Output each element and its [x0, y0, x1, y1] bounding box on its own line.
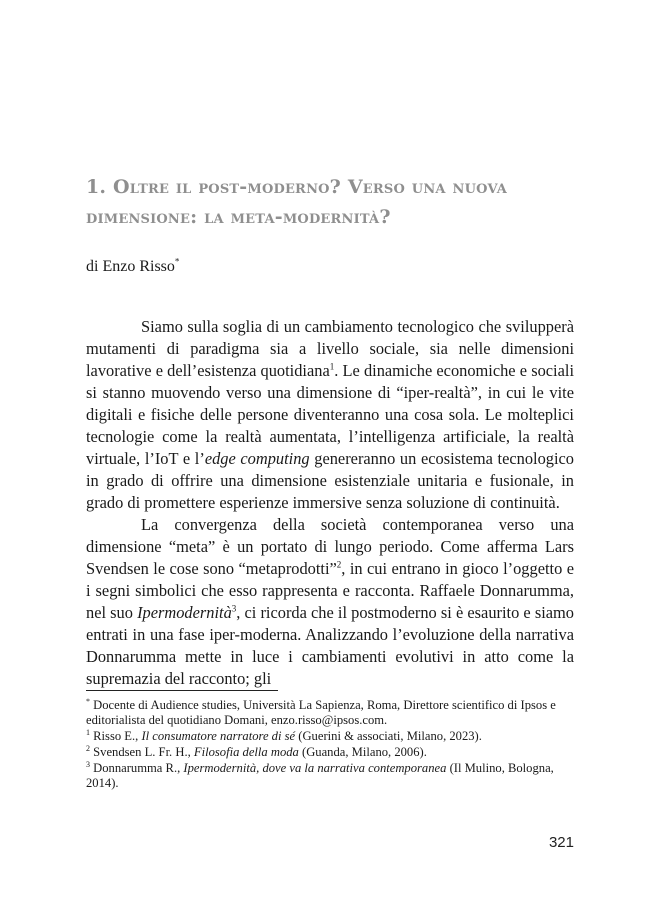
paragraph-text: Siamo sulla soglia di un cambiamento tecnologico che svilupperà mutamenti di paradigma sia a livello sociale, sia nelle dimensioni lavorative e dell’esistenza quotidiana	[86, 317, 574, 380]
paragraph-1	[86, 316, 574, 514]
book-title: Ipermodernità	[137, 603, 232, 622]
page-number: 321	[548, 834, 574, 851]
footnote-author	[86, 698, 574, 728]
paragraph-text: genereranno un ecosistema tecnologico in grado di offrire una dimensione esistenziale unitaria e fusionale, in grado di promettere esperienze immersive senza soluzione di continuità.	[86, 449, 574, 512]
footnote-text: Svendsen L. Fr. H.,	[90, 745, 194, 759]
chapter-title: 1. Oltre il post-moderno? Verso una nuova dimensione: la meta-modernità?	[86, 176, 508, 228]
footnote-ref-1[interactable]: 1	[329, 361, 335, 372]
byline-footnote-marker[interactable]: *	[174, 256, 180, 267]
footnote-marker: *	[86, 696, 90, 706]
footnote-1	[86, 729, 574, 744]
byline	[86, 258, 179, 276]
footnote-text: Docente di Audience studies, Università La Sapienza, Roma, Direttore scientifico di Ipsos e editorialista del quotidiano Domani, enzo.risso@ipsos.com.	[86, 698, 556, 727]
footnotes	[86, 698, 574, 792]
footnote-2	[86, 745, 574, 760]
footnote-marker: 1	[86, 727, 90, 737]
footnote-title: Filosofia della moda	[193, 745, 299, 759]
footnote-text: (Guanda, Milano, 2006).	[298, 745, 427, 759]
paragraph-text: La convergenza della società contemporanea verso una dimensione “meta” è un portato di lungo periodo. Come afferma Lars Svendsen le cose sono “metaprodotti”	[86, 515, 574, 578]
italic-term: edge computing	[204, 449, 310, 468]
footnote-marker: 2	[86, 743, 90, 753]
footnote-title: Il consumatore narratore di sé	[141, 729, 296, 743]
byline-author: di Enzo Risso	[86, 258, 175, 275]
paragraph-text: , ci ricorda che il postmoderno si è esaurito e siamo entrati in una fase iper-moderna. Analizzando l’evoluzione della narrativa Donnarumma mette in luce i cambiamenti evolutivi in atto come la supremazia del racconto; gli	[86, 603, 574, 688]
footnote-separator	[86, 690, 278, 691]
paragraph-2	[86, 514, 574, 690]
footnote-marker: 3	[86, 759, 90, 769]
footnote-title: Ipermodernità, dove va la narrativa contemporanea	[183, 761, 447, 775]
body-text	[86, 316, 574, 690]
footnote-text: (Il Mulino, Bologna, 2014).	[86, 761, 554, 790]
paragraph-text: , in cui entrano in gioco l’oggetto e i segni simbolici che esso rappresenta e racconta. Raffaele Donnarumma, nel suo	[86, 559, 574, 622]
paragraph-text: . Le dinamiche economiche e sociali si stanno muovendo verso una dimensione di “iper-realtà”, in cui le vite digitali e fisiche delle persone diventeranno una cosa sola. Le molteplici tecnologie come la realtà aumentata, l’intelligenza artificiale, la realtà virtuale, l’IoT e l’	[86, 361, 574, 468]
footnote-3	[86, 761, 574, 791]
footnote-ref-2[interactable]: 2	[336, 559, 342, 570]
footnote-text: Risso E.,	[90, 729, 142, 743]
footnote-text: Donnarumma R.,	[90, 761, 184, 775]
footnote-text: (Guerini & associati, Milano, 2023).	[295, 729, 482, 743]
footnote-ref-3[interactable]: 3	[231, 603, 237, 614]
